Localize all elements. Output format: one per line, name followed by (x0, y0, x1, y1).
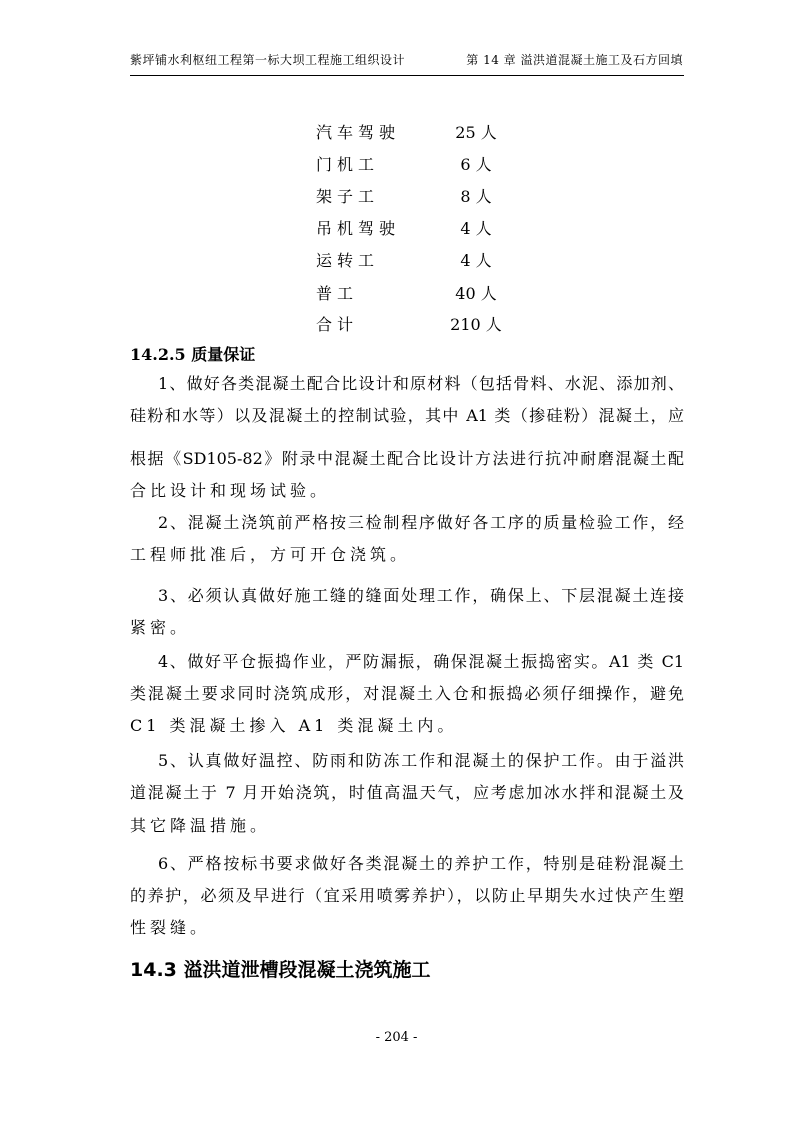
staff-count: 210 人 (450, 315, 502, 334)
staff-count: 4 人 (460, 219, 492, 238)
staff-count: 4 人 (460, 251, 492, 270)
staff-count: 25 人 (455, 123, 497, 142)
staff-role: 吊机驾驶 (316, 219, 401, 238)
paragraph-line: 性裂缝。 (130, 918, 211, 937)
section-heading: 14.2.5 质量保证 (130, 345, 256, 364)
paragraph-line: 类混凝土要求同时浇筑成形，对混凝土入仓和振捣必须仔细操作，避免 (130, 684, 684, 703)
header-document-title: 紫坪铺水利枢纽工程第一标大坝工程施工组织设计 (130, 53, 406, 67)
header-chapter-title: 第 14 章 溢洪道混凝土施工及石方回填 (466, 53, 683, 67)
staff-role: 架子工 (316, 187, 380, 206)
paragraph-line: 4、做好平仓振捣作业，严防漏振，确保混凝土振捣密实。A1 类 C1 (158, 652, 684, 671)
paragraph-line: 合比设计和现场试验。 (130, 481, 331, 500)
staff-role: 运转工 (316, 251, 380, 270)
staff-count: 8 人 (460, 187, 492, 206)
staff-role: 汽车驾驶 (316, 123, 401, 142)
staff-count: 40 人 (455, 284, 497, 303)
paragraph-line: 紧密。 (130, 618, 191, 637)
staff-role: 合计 (316, 315, 359, 334)
paragraph-line: 3、必须认真做好施工缝的缝面处理工作，确保上、下层混凝土连接 (158, 586, 684, 605)
chapter-heading: 14.3 溢洪道泄槽段混凝土浇筑施工 (130, 959, 431, 981)
staff-count: 6 人 (460, 155, 492, 174)
paragraph-line: 工程师批准后，方可开仓浇筑。 (130, 545, 411, 564)
paragraph-line: 6、严格按标书要求做好各类混凝土的养护工作，特别是硅粉混凝土 (158, 854, 684, 873)
paragraph-line: 道混凝土于 7 月开始浇筑，时值高温天气，应考虑加冰水拌和混凝土及 (130, 783, 684, 802)
staff-role: 门机工 (316, 155, 380, 174)
paragraph-line: 其它降温措施。 (130, 816, 271, 835)
paragraph-line: 硅粉和水等）以及混凝土的控制试验，其中 A1 类（掺硅粉）混凝土，应 (130, 406, 684, 425)
paragraph-line: 1、做好各类混凝土配合比设计和原材料（包括骨料、水泥、添加剂、 (158, 374, 684, 393)
paragraph-line: 2、混凝土浇筑前严格按三检制程序做好各工序的质量检验工作，经 (158, 513, 684, 532)
paragraph-line: 的养护，必须及早进行（宜采用喷雾养护），以防止早期失水过快产生塑 (130, 886, 684, 905)
paragraph-line: 根据《SD105-82》附录中混凝土配合比设计方法进行抗冲耐磨混凝土配 (130, 449, 684, 468)
header-rule (130, 75, 684, 76)
staff-role: 普工 (316, 284, 359, 303)
paragraph-line: C1 类混凝土掺入 A1 类混凝土内。 (130, 716, 458, 735)
paragraph-line: 5、认真做好温控、防雨和防冻工作和混凝土的保护工作。由于溢洪 (158, 751, 684, 770)
page-number: - 204 - (375, 1030, 418, 1045)
